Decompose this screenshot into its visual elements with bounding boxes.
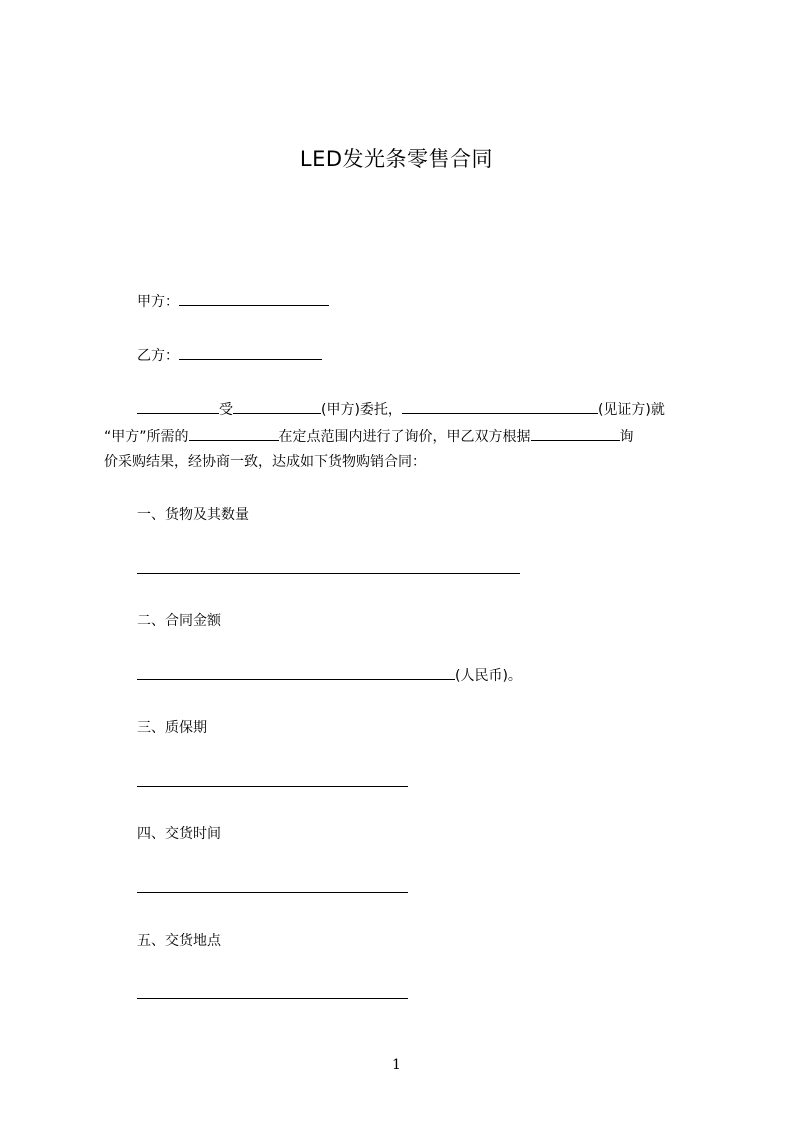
section-3-blank[interactable]	[137, 786, 408, 787]
intro-text-5: 在定点范围内进行了询价，甲乙双方根据	[278, 429, 531, 445]
section-5-heading: 五、交货地点	[137, 933, 221, 949]
party-b-line	[137, 346, 322, 364]
intro-blank-5[interactable]	[531, 427, 620, 441]
document-title: LED发光条零售合同	[299, 147, 494, 171]
intro-blank-3[interactable]	[402, 400, 598, 414]
intro-blank-4[interactable]	[189, 427, 279, 441]
intro-text-3: (见证方)就	[597, 402, 665, 418]
section-5-blank[interactable]	[137, 998, 408, 999]
section-4-blank[interactable]	[137, 892, 408, 893]
section-2-line	[137, 666, 522, 684]
party-a-line	[137, 292, 329, 310]
section-2-blank[interactable]	[137, 666, 455, 680]
intro-line-3	[104, 454, 426, 470]
intro-blank-1[interactable]	[137, 400, 219, 414]
section-1-heading: 一、货物及其数量	[137, 507, 249, 523]
party-a-label: 甲方：	[137, 294, 179, 310]
intro-text-2: (甲方)委托，	[321, 402, 402, 418]
intro-line-2	[104, 427, 634, 445]
party-a-blank[interactable]	[179, 292, 329, 306]
party-b-label: 乙方：	[137, 348, 179, 364]
section-4-heading: 四、交货时间	[137, 826, 221, 842]
intro-text-1: 受	[219, 402, 233, 418]
intro-line-1	[137, 400, 665, 418]
party-b-blank[interactable]	[179, 346, 322, 360]
intro-text-7: 价采购结果，经协商一致，达成如下货物购销合同：	[104, 454, 426, 470]
section-2-heading: 二、合同金额	[137, 613, 221, 629]
page-number: 1	[392, 1057, 401, 1073]
section-2-suffix: (人民币)。	[455, 668, 522, 684]
intro-text-6: 询	[619, 429, 634, 445]
intro-text-4: “甲方”所需的	[104, 429, 189, 445]
section-3-heading: 三、质保期	[137, 720, 207, 736]
section-1-blank[interactable]	[137, 573, 520, 574]
intro-blank-2[interactable]	[233, 400, 321, 414]
